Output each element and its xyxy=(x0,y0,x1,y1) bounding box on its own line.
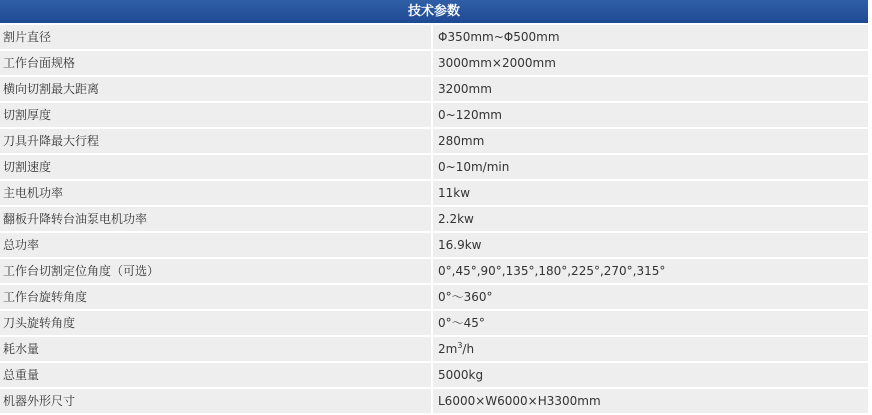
parameter-value xyxy=(433,337,868,363)
table-row xyxy=(0,51,868,77)
parameter-value: 11kw xyxy=(433,181,868,207)
parameter-label: 耗水量 xyxy=(0,337,433,363)
parameter-label: 工作台旋转角度 xyxy=(0,285,433,311)
table-row xyxy=(0,285,868,311)
table-row xyxy=(0,363,868,389)
table-header-row xyxy=(0,0,868,25)
table-row xyxy=(0,311,868,337)
parameter-label: 工作台面规格 xyxy=(0,51,433,77)
table-row xyxy=(0,259,868,285)
parameter-value: 3200mm xyxy=(433,77,868,103)
superscript-exponent: 3 xyxy=(457,341,463,350)
parameter-label: 主电机功率 xyxy=(0,181,433,207)
parameter-label: 总功率 xyxy=(0,233,433,259)
table-row xyxy=(0,77,868,103)
parameter-value: 16.9kw xyxy=(433,233,868,259)
table-row xyxy=(0,155,868,181)
parameter-value: Φ350mm~Φ500mm xyxy=(433,25,868,51)
table-row xyxy=(0,181,868,207)
parameter-label: 刀具升降最大行程 xyxy=(0,129,433,155)
parameter-value: 0~10m/min xyxy=(433,155,868,181)
parameter-value: 2.2kw xyxy=(433,207,868,233)
parameter-label: 工作台切割定位角度（可选） xyxy=(0,259,433,285)
parameter-label: 刀头旋转角度 xyxy=(0,311,433,337)
table-row xyxy=(0,389,868,415)
parameter-label: 机器外形尺寸 xyxy=(0,389,433,415)
table-title: 技术参数 xyxy=(0,0,868,25)
parameter-value: 5000kg xyxy=(433,363,868,389)
table-row xyxy=(0,25,868,51)
parameter-value: L6000×W6000×H3300mm xyxy=(433,389,868,415)
table-row xyxy=(0,337,868,363)
parameter-label: 总重量 xyxy=(0,363,433,389)
parameter-value: 0°～45° xyxy=(433,311,868,337)
table-row xyxy=(0,233,868,259)
parameter-label: 切割厚度 xyxy=(0,103,433,129)
table-row xyxy=(0,103,868,129)
table-row xyxy=(0,129,868,155)
table-row xyxy=(0,207,868,233)
parameter-label: 割片直径 xyxy=(0,25,433,51)
parameter-value: 280mm xyxy=(433,129,868,155)
parameter-value: 3000mm×2000mm xyxy=(433,51,868,77)
parameter-value: 0°,45°,90°,135°,180°,225°,270°,315° xyxy=(433,259,868,285)
parameter-value: 0°～360° xyxy=(433,285,868,311)
parameter-label: 横向切割最大距离 xyxy=(0,77,433,103)
parameter-label: 翻板升降转台油泵电机功率 xyxy=(0,207,433,233)
value-main: 2m xyxy=(438,342,458,356)
parameter-label: 切割速度 xyxy=(0,155,433,181)
parameter-value: 0~120mm xyxy=(433,103,868,129)
value-unit: /h xyxy=(462,342,475,356)
